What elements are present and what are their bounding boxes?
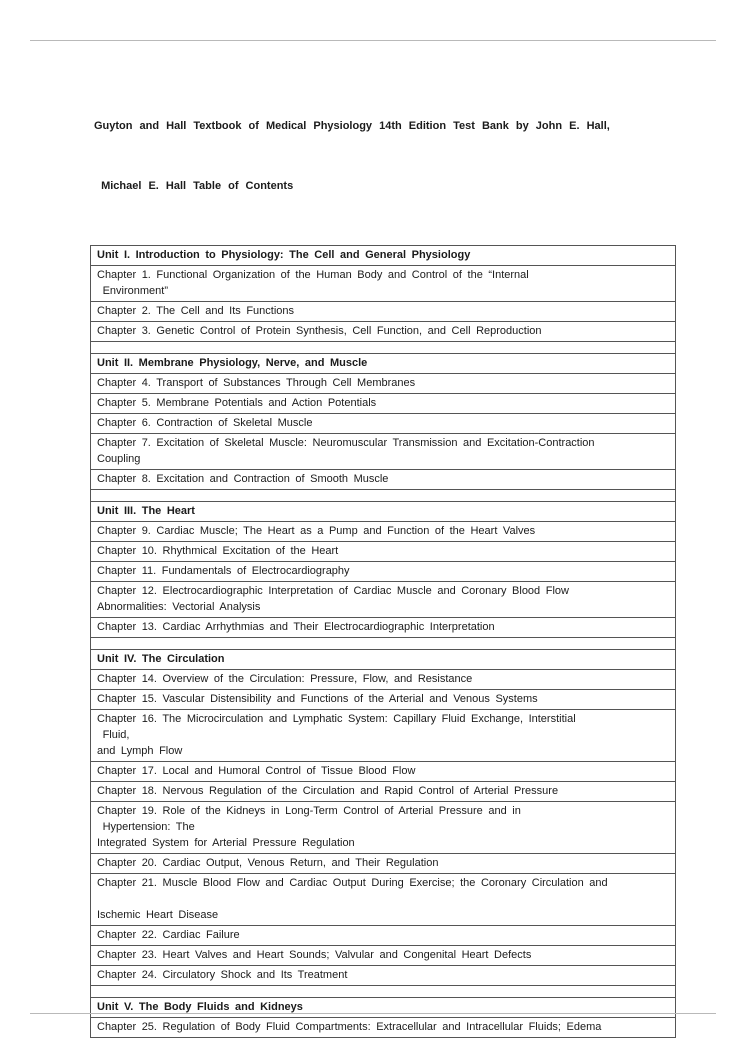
toc-line: Chapter 1. Functional Organization of the Human Body and Control of the “Internal bbox=[97, 269, 529, 281]
chapter-row bbox=[90, 925, 676, 946]
toc-line: Integrated System for Arterial Pressure Regulation bbox=[97, 837, 355, 849]
toc-line: Unit II. Membrane Physiology, Nerve, and Muscle bbox=[97, 357, 368, 369]
page-content bbox=[90, 86, 676, 1038]
toc-line: Unit I. Introduction to Physiology: The Cell and General Physiology bbox=[97, 249, 471, 261]
chapter-row bbox=[90, 393, 676, 414]
title-line-1: Guyton and Hall Textbook of Medical Physiology 14th Edition Test Bank by John E. Hall, bbox=[94, 120, 610, 132]
unit-header-row bbox=[90, 997, 676, 1018]
chapter-row bbox=[90, 265, 676, 302]
toc-line: Chapter 15. Vascular Distensibility and Functions of the Arterial and Venous Systems bbox=[97, 693, 538, 705]
chapter-row bbox=[90, 781, 676, 802]
toc-table bbox=[90, 245, 676, 1038]
chapter-row bbox=[90, 669, 676, 690]
toc-line: Chapter 8. Excitation and Contraction of Smooth Muscle bbox=[97, 473, 389, 485]
chapter-row bbox=[90, 689, 676, 710]
document-title bbox=[90, 86, 676, 238]
chapter-row bbox=[90, 801, 676, 854]
chapter-row bbox=[90, 373, 676, 394]
toc-line: Chapter 3. Genetic Control of Protein Synthesis, Cell Function, and Cell Reproduction bbox=[97, 325, 542, 337]
toc-line: Chapter 21. Muscle Blood Flow and Cardiac Output During Exercise; the Coronary Circulation and bbox=[97, 877, 608, 889]
chapter-row bbox=[90, 945, 676, 966]
page-bottom-rule bbox=[30, 1013, 716, 1014]
toc-line: Chapter 2. The Cell and Its Functions bbox=[97, 305, 295, 317]
toc-line: Unit III. The Heart bbox=[97, 505, 195, 517]
toc-line: Chapter 19. Role of the Kidneys in Long-Term Control of Arterial Pressure and in bbox=[97, 805, 521, 817]
toc-line: Chapter 18. Nervous Regulation of the Circulation and Rapid Control of Arterial Pressure bbox=[97, 785, 559, 797]
toc-line: Chapter 16. The Microcirculation and Lymphatic System: Capillary Fluid Exchange, Interstitial bbox=[97, 713, 576, 725]
toc-line: Ischemic Heart Disease bbox=[97, 909, 219, 921]
toc-line: and Lymph Flow bbox=[97, 745, 183, 757]
toc-line: Environment” bbox=[97, 285, 168, 297]
chapter-row bbox=[90, 433, 676, 470]
chapter-row bbox=[90, 853, 676, 874]
toc-line: Chapter 20. Cardiac Output, Venous Return, and Their Regulation bbox=[97, 857, 439, 869]
toc-line: Chapter 24. Circulatory Shock and Its Treatment bbox=[97, 969, 348, 981]
toc-line: Chapter 17. Local and Humoral Control of Tissue Blood Flow bbox=[97, 765, 416, 777]
toc-line: Chapter 14. Overview of the Circulation: Pressure, Flow, and Resistance bbox=[97, 673, 473, 685]
chapter-row bbox=[90, 581, 676, 618]
unit-header-row bbox=[90, 649, 676, 670]
toc-line: Chapter 4. Transport of Substances Through Cell Membranes bbox=[97, 377, 416, 389]
toc-line: Chapter 25. Regulation of Body Fluid Compartments: Extracellular and Intracellular Fluids; Edema bbox=[97, 1021, 602, 1033]
toc-line: Chapter 7. Excitation of Skeletal Muscle: Neuromuscular Transmission and Excitation-Contraction bbox=[97, 437, 595, 449]
chapter-row bbox=[90, 321, 676, 342]
toc-line: Chapter 10. Rhythmical Excitation of the Heart bbox=[97, 545, 339, 557]
chapter-row bbox=[90, 761, 676, 782]
page-top-rule bbox=[30, 40, 716, 41]
toc-line: Abnormalities: Vectorial Analysis bbox=[97, 601, 261, 613]
chapter-row bbox=[90, 521, 676, 542]
toc-line: Coupling bbox=[97, 453, 141, 465]
toc-line: Chapter 12. Electrocardiographic Interpretation of Cardiac Muscle and Coronary Blood Flow bbox=[97, 585, 569, 597]
chapter-row bbox=[90, 469, 676, 490]
chapter-row bbox=[90, 965, 676, 986]
chapter-row bbox=[90, 413, 676, 434]
toc-line: Fluid, bbox=[97, 729, 130, 741]
unit-header-row bbox=[90, 245, 676, 266]
toc-line: Chapter 11. Fundamentals of Electrocardiography bbox=[97, 565, 350, 577]
toc-line: Chapter 6. Contraction of Skeletal Muscle bbox=[97, 417, 313, 429]
unit-header-row bbox=[90, 501, 676, 522]
toc-line: Chapter 13. Cardiac Arrhythmias and Their Electrocardiographic Interpretation bbox=[97, 621, 495, 633]
chapter-row bbox=[90, 561, 676, 582]
chapter-row bbox=[90, 873, 676, 926]
chapter-row bbox=[90, 1017, 676, 1038]
toc-line: Chapter 23. Heart Valves and Heart Sounds; Valvular and Congenital Heart Defects bbox=[97, 949, 532, 961]
title-line-2: Michael E. Hall Table of Contents bbox=[94, 180, 294, 192]
toc-line: Unit V. The Body Fluids and Kidneys bbox=[97, 1001, 303, 1013]
toc-line: Unit IV. The Circulation bbox=[97, 653, 225, 665]
chapter-row bbox=[90, 541, 676, 562]
toc-line: Chapter 9. Cardiac Muscle; The Heart as a Pump and Function of the Heart Valves bbox=[97, 525, 536, 537]
chapter-row bbox=[90, 617, 676, 638]
unit-header-row bbox=[90, 353, 676, 374]
toc-line: Chapter 22. Cardiac Failure bbox=[97, 929, 240, 941]
chapter-row bbox=[90, 301, 676, 322]
toc-line bbox=[97, 891, 669, 907]
toc-line: Chapter 5. Membrane Potentials and Action Potentials bbox=[97, 397, 377, 409]
toc-line: Hypertension: The bbox=[97, 821, 195, 833]
chapter-row bbox=[90, 709, 676, 762]
